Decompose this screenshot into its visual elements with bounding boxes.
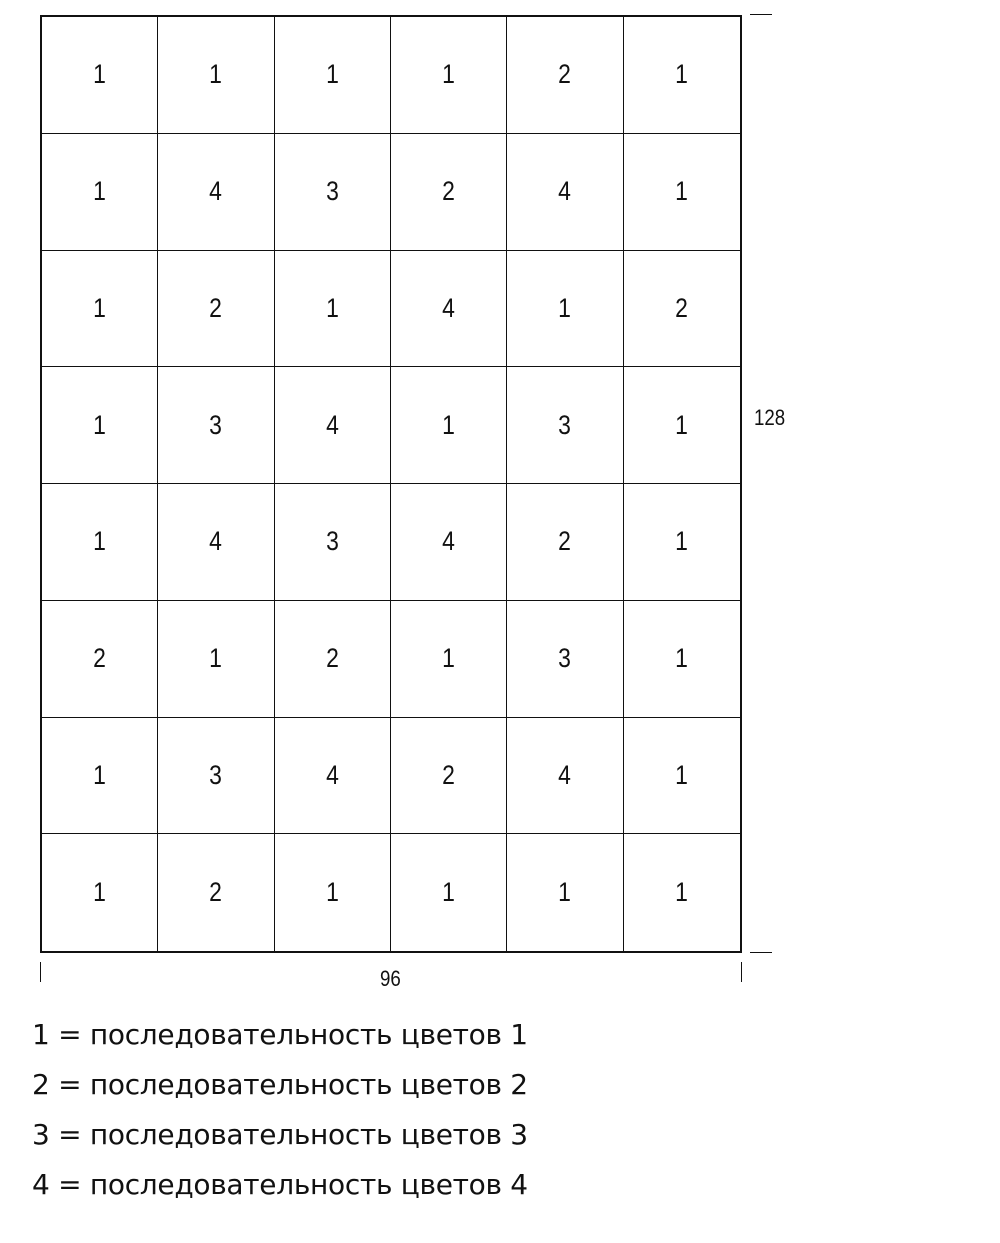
- grid-cell: [624, 251, 740, 368]
- grid-cell: [391, 251, 507, 368]
- grid-cell-value: 4: [209, 176, 223, 207]
- grid-cell: [275, 834, 391, 951]
- grid-cell-value: 4: [325, 759, 339, 790]
- height-tick-bottom: [750, 952, 772, 953]
- grid-cell: [158, 134, 274, 251]
- grid-cell-value: 4: [558, 176, 572, 207]
- grid-cell: [507, 834, 623, 951]
- grid-cell-value: 3: [558, 409, 572, 440]
- grid-cell-value: 2: [558, 526, 572, 557]
- grid-cell-value: 2: [325, 643, 339, 674]
- grid-cell-value: 1: [209, 643, 223, 674]
- grid-cell: [158, 251, 274, 368]
- grid-cell: [391, 134, 507, 251]
- grid-cell-value: 2: [93, 643, 107, 674]
- grid-cell-value: 1: [442, 409, 456, 440]
- grid-cell-value: 1: [325, 877, 339, 908]
- grid-cell: [275, 601, 391, 718]
- grid-cell-value: 3: [325, 176, 339, 207]
- legend-item: 3 = последовательность цветов 3: [32, 1118, 528, 1151]
- grid-cell-value: 1: [93, 759, 107, 790]
- grid-cell-value: 1: [675, 526, 689, 557]
- grid-cell: [42, 834, 158, 951]
- grid-cell-value: 4: [558, 759, 572, 790]
- grid-cell-value: 1: [558, 877, 572, 908]
- grid-cell-value: 3: [209, 409, 223, 440]
- grid-cell-value: 1: [93, 409, 107, 440]
- grid-cell-value: 1: [442, 59, 456, 90]
- grid-cell-value: 3: [325, 526, 339, 557]
- grid-cell-value: 1: [558, 292, 572, 323]
- grid-cell: [42, 251, 158, 368]
- grid-cell: [391, 484, 507, 601]
- grid-cell: [275, 367, 391, 484]
- grid-cell: [42, 17, 158, 134]
- grid-cell-value: 3: [558, 643, 572, 674]
- grid-cell: [158, 484, 274, 601]
- grid-cell: [42, 134, 158, 251]
- grid-cell: [42, 484, 158, 601]
- grid-cell-value: 3: [209, 759, 223, 790]
- grid-cell-value: 4: [442, 292, 456, 323]
- height-tick-top: [750, 14, 772, 15]
- grid-cell: [624, 367, 740, 484]
- grid-cell: [507, 17, 623, 134]
- grid-cell: [391, 367, 507, 484]
- legend-item: 4 = последовательность цветов 4: [32, 1168, 528, 1201]
- grid-cell: [158, 834, 274, 951]
- grid-cell-value: 1: [675, 59, 689, 90]
- grid-cell-value: 4: [209, 526, 223, 557]
- grid-cell: [275, 134, 391, 251]
- grid-cell-value: 2: [209, 877, 223, 908]
- legend: [32, 1010, 528, 1210]
- grid-cell: [391, 718, 507, 835]
- grid-cell-value: 1: [93, 877, 107, 908]
- grid-cell: [624, 484, 740, 601]
- grid-cell: [275, 17, 391, 134]
- grid-cell: [391, 17, 507, 134]
- grid-cell: [275, 251, 391, 368]
- grid-cell-value: 1: [675, 643, 689, 674]
- grid-cell: [507, 134, 623, 251]
- grid-cell-value: 1: [675, 176, 689, 207]
- grid-cell-value: 1: [209, 59, 223, 90]
- grid-cell: [158, 718, 274, 835]
- grid-cell-value: 1: [675, 409, 689, 440]
- grid-cell: [507, 367, 623, 484]
- grid-cell: [624, 834, 740, 951]
- grid-cell-value: 1: [93, 526, 107, 557]
- grid-cell: [391, 834, 507, 951]
- grid-cell-value: 2: [442, 176, 456, 207]
- grid-cell-value: 2: [209, 292, 223, 323]
- grid-cell: [507, 484, 623, 601]
- grid-cell: [507, 601, 623, 718]
- grid-cell-value: 1: [675, 877, 689, 908]
- height-label: 128: [754, 405, 786, 430]
- pattern-grid: [40, 15, 742, 953]
- grid-cell: [275, 484, 391, 601]
- grid-cell: [158, 367, 274, 484]
- grid-cell-value: 1: [93, 176, 107, 207]
- grid-cell: [158, 17, 274, 134]
- grid-cell: [624, 17, 740, 134]
- grid-cell-value: 1: [442, 877, 456, 908]
- grid-cell-value: 1: [93, 292, 107, 323]
- grid-cell: [391, 601, 507, 718]
- grid-cell-value: 1: [325, 292, 339, 323]
- grid-cell: [42, 367, 158, 484]
- grid-cell: [42, 601, 158, 718]
- width-tick-left: [40, 962, 41, 982]
- grid-cell: [624, 601, 740, 718]
- grid-cell-value: 1: [442, 643, 456, 674]
- legend-item: 2 = последовательность цветов 2: [32, 1068, 528, 1101]
- grid-cell-value: 2: [675, 292, 689, 323]
- legend-item: 1 = последовательность цветов 1: [32, 1018, 528, 1051]
- grid-cell-value: 1: [675, 759, 689, 790]
- grid-cell: [624, 134, 740, 251]
- grid-cell-value: 4: [442, 526, 456, 557]
- grid-cell: [42, 718, 158, 835]
- grid-cell-value: 1: [325, 59, 339, 90]
- width-label: 96: [380, 966, 401, 991]
- grid-cell: [158, 601, 274, 718]
- grid-cell-value: 2: [558, 59, 572, 90]
- grid-cell-value: 1: [93, 59, 107, 90]
- grid-cell-value: 4: [325, 409, 339, 440]
- grid-cell: [507, 718, 623, 835]
- grid-cell: [624, 718, 740, 835]
- grid-cell-value: 2: [442, 759, 456, 790]
- grid-cell: [275, 718, 391, 835]
- width-tick-right: [741, 962, 742, 982]
- grid-cell: [507, 251, 623, 368]
